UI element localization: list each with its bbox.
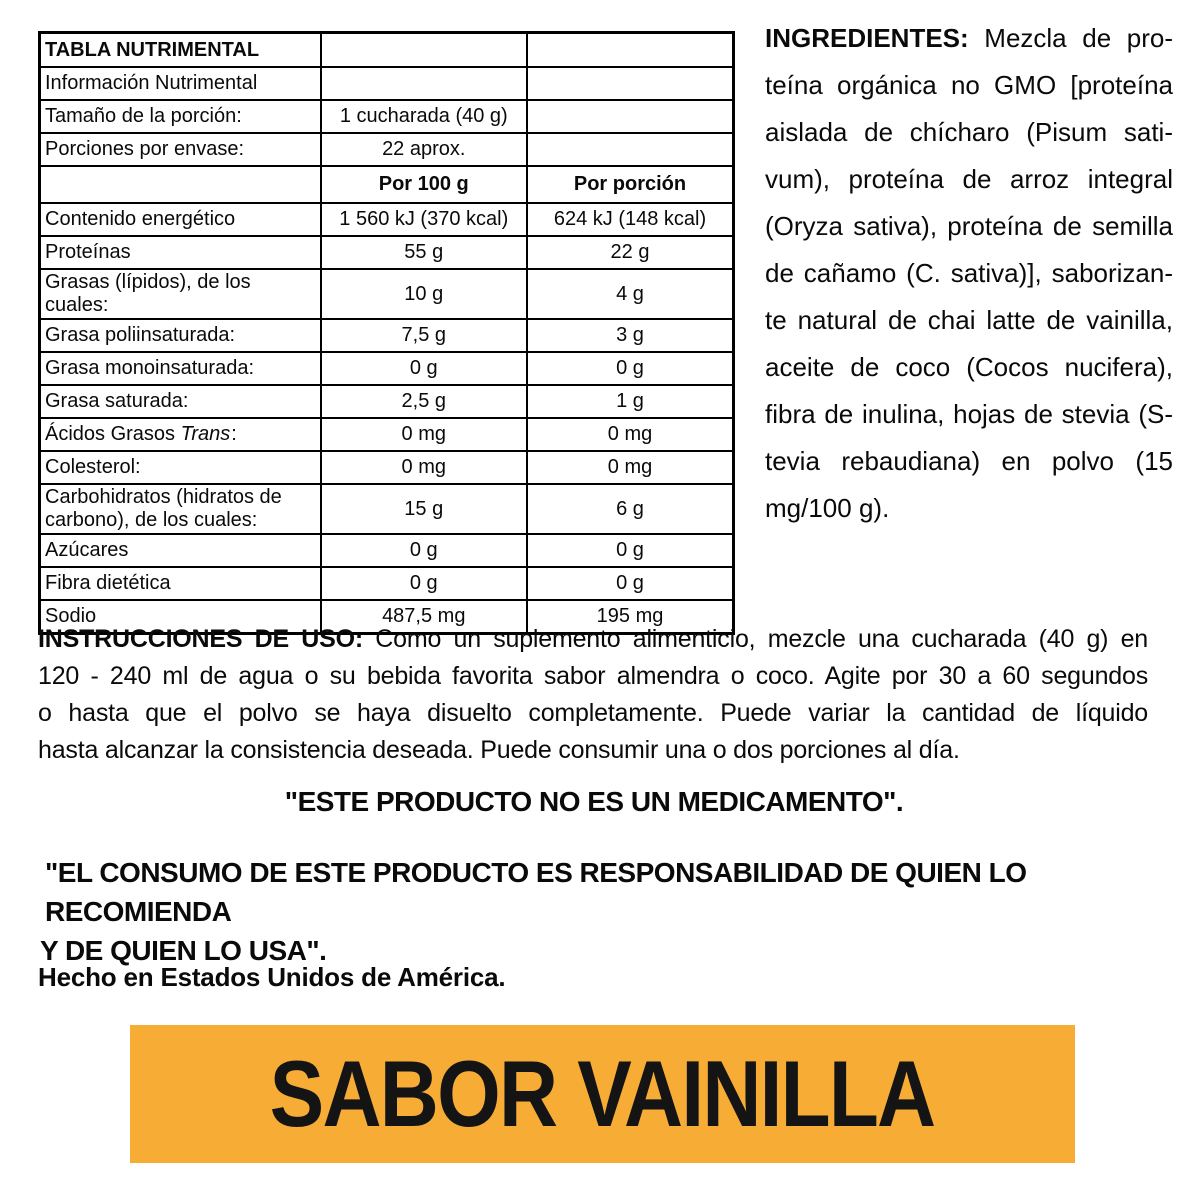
per-100g-value: 0 g <box>321 534 527 567</box>
per-serving-value: 22 g <box>527 236 734 269</box>
table-row <box>40 319 734 352</box>
table-row <box>40 385 734 418</box>
per-100g-value: 0 g <box>321 352 527 385</box>
ingredients-paragraph <box>765 15 1173 532</box>
column-header-per-100g: Por 100 g <box>321 166 527 203</box>
per-100g-value: 2,5 g <box>321 385 527 418</box>
nutrient-label: Grasa poliinsaturada: <box>40 319 321 352</box>
ingredients-heading: INGREDIENTES: <box>765 23 969 53</box>
nutrient-label: Grasas (lípidos), de los cuales: <box>40 269 321 319</box>
nutrient-label: Porciones por envase: <box>40 133 321 166</box>
per-100g-value: 0 g <box>321 567 527 600</box>
nutrient-label: Grasa saturada: <box>40 385 321 418</box>
table-row <box>40 418 734 451</box>
table-row <box>40 534 734 567</box>
instructions-line: hasta alcanzar la consistencia deseada. Puede consumir una o dos porciones al día. <box>38 736 960 764</box>
per-serving-value: 0 g <box>527 534 734 567</box>
per-serving-value: 0 mg <box>527 418 734 451</box>
nutrient-label: Proteínas <box>40 236 321 269</box>
ingredients-line: vum), proteína de arroz integral <box>765 164 1173 194</box>
per-100g-value: 55 g <box>321 236 527 269</box>
nutrient-label: Ácidos Grasos Trans: <box>40 418 321 451</box>
per-100g-value: 0 mg <box>321 418 527 451</box>
nutrient-label: Colesterol: <box>40 451 321 484</box>
ingredients-line: aislada de chícharo (Pisum sati- <box>765 117 1173 147</box>
nutrient-label: Azúcares <box>40 534 321 567</box>
per-serving-value <box>527 67 734 100</box>
flavor-banner <box>130 1025 1075 1163</box>
per-100g-value: 1 cucharada (40 g) <box>321 100 527 133</box>
per-serving-value: 0 mg <box>527 451 734 484</box>
instructions-line: 120 - 240 ml de agua o su bebida favorita sabor almendra o coco. Agite por 30 a 60 segundos <box>38 662 1148 690</box>
per-100g-value: 10 g <box>321 269 527 319</box>
ingredients-line: teína orgánica no GMO [proteína <box>765 70 1173 100</box>
table-row <box>40 100 734 133</box>
responsibility-disclaimer-line: "EL CONSUMO DE ESTE PRODUCTO ES RESPONSABILIDAD DE QUIEN LO RECOMIENDA <box>45 857 1027 927</box>
origin-statement: Hecho en Estados Unidos de América. <box>38 962 506 992</box>
table-row <box>40 484 734 534</box>
ingredients-line: mg/100 g). <box>765 493 890 523</box>
per-serving-value: 3 g <box>527 319 734 352</box>
instructions-line: INSTRUCCIONES DE USO: Como un suplemento alimenticio, mezcle una cucharada (40 g) en <box>38 625 1148 653</box>
nutrient-label: Tamaño de la porción: <box>40 100 321 133</box>
ingredients-line: (Oryza sativa), proteína de semilla <box>765 211 1173 241</box>
per-100g-value: 0 mg <box>321 451 527 484</box>
ingredients-line: INGREDIENTES: Mezcla de pro- <box>765 23 1173 53</box>
responsibility-disclaimer-line: Y DE QUIEN LO USA". <box>40 935 327 966</box>
table-row <box>40 567 734 600</box>
per-100g-value <box>321 33 527 68</box>
per-100g-value: 15 g <box>321 484 527 534</box>
instructions-heading: INSTRUCCIONES DE USO: <box>38 625 363 653</box>
per-serving-value <box>527 100 734 133</box>
table-row <box>40 203 734 236</box>
table-row <box>40 269 734 319</box>
per-serving-value: 0 g <box>527 567 734 600</box>
table-row <box>40 352 734 385</box>
per-100g-value: 1 560 kJ (370 kcal) <box>321 203 527 236</box>
table-row <box>40 451 734 484</box>
per-serving-value <box>527 133 734 166</box>
ingredients-line: fibra de inulina, hojas de stevia (S- <box>765 399 1173 429</box>
per-serving-value: 1 g <box>527 385 734 418</box>
nutrient-label: Contenido energético <box>40 203 321 236</box>
flavor-banner-label: SABOR VAINILLA <box>270 1041 935 1146</box>
nutrient-label: Fibra dietética <box>40 567 321 600</box>
nutrition-table <box>38 31 735 635</box>
per-serving-value: 6 g <box>527 484 734 534</box>
trans-italic-text: Trans <box>180 423 231 445</box>
per-serving-value: 0 g <box>527 352 734 385</box>
instructions-paragraph <box>38 621 1148 769</box>
ingredients-line: aceite de coco (Cocos nucifera), <box>765 352 1173 382</box>
table-title: TABLA NUTRIMENTAL <box>40 33 321 68</box>
table-row <box>40 33 734 68</box>
per-100g-value: 22 aprox. <box>321 133 527 166</box>
nutrient-label: Información Nutrimental <box>40 67 321 100</box>
instructions-line: o hasta que el polvo se haya disuelto completamente. Puede variar la cantidad de líquido <box>38 699 1148 727</box>
ingredients-line: tevia rebaudiana) en polvo (15 <box>765 446 1173 476</box>
ingredients-line: te natural de chai latte de vainilla, <box>765 305 1173 335</box>
table-row <box>40 67 734 100</box>
per-100g-value: 487,5 mg <box>321 600 527 634</box>
per-serving-value: 624 kJ (148 kcal) <box>527 203 734 236</box>
per-100g-value <box>321 67 527 100</box>
nutrient-label: Grasa monoinsaturada: <box>40 352 321 385</box>
nutrient-label: Carbohidratos (hidratos de carbono), de los cuales: <box>40 484 321 534</box>
table-row <box>40 236 734 269</box>
nutrient-label <box>40 166 321 203</box>
medicament-disclaimer: "ESTE PRODUCTO NO ES UN MEDICAMENTO". <box>284 786 904 817</box>
responsibility-disclaimer <box>40 853 1160 970</box>
table-row <box>40 133 734 166</box>
per-serving-value: 4 g <box>527 269 734 319</box>
per-serving-value <box>527 33 734 68</box>
table-header-row <box>40 166 734 203</box>
column-header-per-serving: Por porción <box>527 166 734 203</box>
ingredients-line: de cañamo (C. sativa)], saborizan- <box>765 258 1173 288</box>
per-serving-value: 195 mg <box>527 600 734 634</box>
nutrient-label: Sodio <box>40 600 321 634</box>
per-100g-value: 7,5 g <box>321 319 527 352</box>
